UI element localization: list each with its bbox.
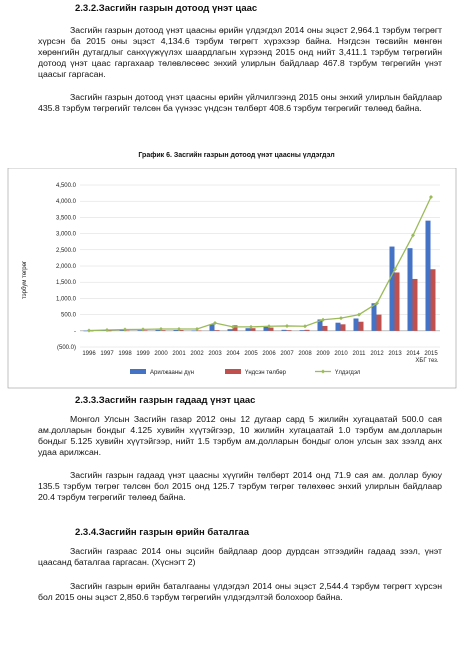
paragraph-external-bonds: Монгол Улсын Засгийн газар 2012 оны 12 дугаар сард 5 жилийн хугацаатай 500.0 сая ам.долларын бондыг 4.125 хувийн хүүтэйгээр, 10 жилийн хугацаатай 1.0 тэрбум ам.долларын бондыг 5.125 хувийн хүүтэйгээр, нийт 1.5 тэрбум ам.долларын бондыг олон улсын зах зээлд анх удаа арилжсан. — [38, 414, 442, 457]
x-tick-label: 2002 — [190, 351, 204, 357]
chart-domestic-securities — [0, 168, 473, 390]
bar-principal — [359, 322, 364, 331]
y-tick-label: 1,500.0 — [55, 280, 76, 287]
section-heading-domestic-securities: 2.3.2.Засгийн газрын дотоод үнэт цаас — [75, 3, 258, 14]
y-tick-label: 3,000.0 — [55, 231, 76, 238]
x-tick-label: 2001 — [172, 351, 186, 357]
bar-principal — [377, 315, 382, 331]
bar-principal — [305, 330, 310, 331]
bar-trading — [390, 247, 395, 331]
section-heading-external-securities: 2.3.3.Засгийн газрын гадаад үнэт цаас — [75, 395, 256, 406]
x-tick-label: 2006 — [262, 351, 276, 357]
bar-trading — [138, 330, 143, 331]
x-tick-label: 2007 — [280, 351, 294, 357]
legend-label: Үндсэн төлбөр — [245, 370, 286, 376]
legend-label: Арилжааны дүн — [150, 370, 194, 376]
bar-principal — [413, 279, 418, 331]
y-tick-label: 500.0 — [60, 312, 76, 319]
y-tick-label: 2,000.0 — [55, 264, 76, 270]
y-axis-title: тэрбум төгрөг — [22, 260, 28, 300]
x-tick-label: 2004 — [226, 351, 240, 357]
bar-trading — [336, 323, 341, 331]
bar-trading — [282, 330, 287, 331]
bar-principal — [341, 324, 346, 330]
bar-trading — [426, 221, 431, 331]
bar-trading — [354, 318, 359, 330]
y-tick-label: - — [74, 328, 76, 335]
bar-trading — [300, 330, 305, 331]
x-tick-label: 2015 — [424, 351, 438, 357]
bar-trading — [156, 330, 161, 331]
bar-trading — [174, 330, 179, 331]
chart-title: График 6. Засгийн газрын дотоод үнэт цаасны үлдэгдэл — [138, 152, 335, 159]
x-tick-label: 2009 — [316, 351, 330, 357]
x-tick-label: 2011 — [352, 351, 366, 357]
paragraph-domestic-balance: Засгийн газрын дотоод үнэт цаасны өрийн үлдэгдэл 2014 оны эцэст 2,964.1 тэрбум төгрөгт хүрсэн ба 2015 оны эцэст 4,134.6 тэрбум төгрөгт хүрэхээр байна. Нэгдсэн төсвийн мөнгөн хөрөнгийн дутагдлыг санхүүжүүлэх шаардлагын хүрээнд 2015 онд нийт 3,411.1 тэрбум төгрөгийн дотоод үнэт цаас гаргахаар төлөвлөсөөс энхий улирлын байдлаар 467.8 тэрбум төгрөгийн үнэт цаасыг гаргасан. — [38, 25, 442, 79]
legend-swatch — [225, 369, 241, 374]
x-tick-label: 1998 — [118, 351, 132, 357]
x-tick-label: 2010 — [334, 351, 348, 357]
paragraph-guarantee-balance: Засгийн газрын өрийн баталгааны үлдэгдэл 2014 оны эцэст 2,544.4 тэрбум төгрөгт хүрсэн бол 2015 оны эцэст 2,850.6 тэрбум төгрөгийн үлдэгдэлтэй болохоор байна. — [38, 581, 442, 602]
y-tick-label: 2,500.0 — [55, 247, 76, 254]
x-tick-label: 2014 — [406, 351, 420, 357]
bar-trading — [264, 327, 269, 331]
section-heading-debt-guarantee: 2.3.4.Засгийн газрын өрийн баталгаа — [75, 527, 249, 538]
bar-trading — [192, 330, 197, 331]
x-tick-label: 1999 — [136, 351, 150, 357]
legend-swatch — [130, 369, 146, 374]
x-tick-label: 2005 — [244, 351, 258, 357]
bar-trading — [372, 303, 377, 331]
bar-trading — [408, 248, 413, 331]
bar-principal — [215, 330, 220, 331]
bar-principal — [395, 272, 400, 330]
paragraph-external-interest: Засгийн газрын гадаад үнэт цаасны хүүгийн төлбөрт 2014 онд 71.9 сая ам. доллар буюу 135.5 тэрбум төгрөг төлсөн бол 2015 онд 125.7 тэрбум төгрөг төлөхөөс энхий улирлын байдлаар 20.4 тэрбум төгрөгийг төлөөд байна. — [38, 470, 442, 502]
bar-trading — [210, 324, 215, 330]
x-tick-label: 2003 — [208, 351, 222, 357]
y-tick-label: 3,500.0 — [55, 215, 76, 222]
bar-principal — [323, 326, 328, 331]
bar-principal — [287, 330, 292, 331]
x-tick-label: 2000 — [154, 351, 168, 357]
x-tick-label-sub: ХБГ тез. — [415, 358, 439, 364]
y-tick-label: 4,500.0 — [55, 183, 76, 189]
x-tick-label: 2008 — [298, 351, 312, 357]
bar-trading — [228, 329, 233, 331]
bar-trading — [246, 328, 251, 331]
y-tick-label: 4,000.0 — [55, 199, 76, 206]
y-tick-label: (500.0) — [56, 345, 76, 351]
paragraph-domestic-service: Засгийн газрын дотоод үнэт цаасны өрийн үйлчилгээнд 2015 оны энхий улирлын байдлаар 435.8 тэрбум төгрөгийг төлсөн ба үүнээс үндсэн төлбөрт 408.6 тэрбум төгрөгийг төлөөд байна. — [38, 92, 442, 113]
x-tick-label: 2013 — [388, 351, 402, 357]
x-tick-label: 2012 — [370, 351, 384, 357]
legend-label: Үлдэгдэл — [335, 370, 361, 376]
x-tick-label: 1996 — [82, 351, 96, 357]
bar-principal — [269, 328, 274, 331]
y-tick-label: 1,000.0 — [55, 296, 76, 303]
paragraph-guarantee-intro: Засгийн газраас 2014 оны эцсийн байдлаар доор дурдсан этгээдийн гадаад зээл, үнэт цаасанд баталгаа гаргасан. (Хүснэгт 2) — [38, 546, 442, 567]
x-tick-label: 1997 — [100, 351, 114, 357]
bar-principal — [431, 269, 436, 331]
